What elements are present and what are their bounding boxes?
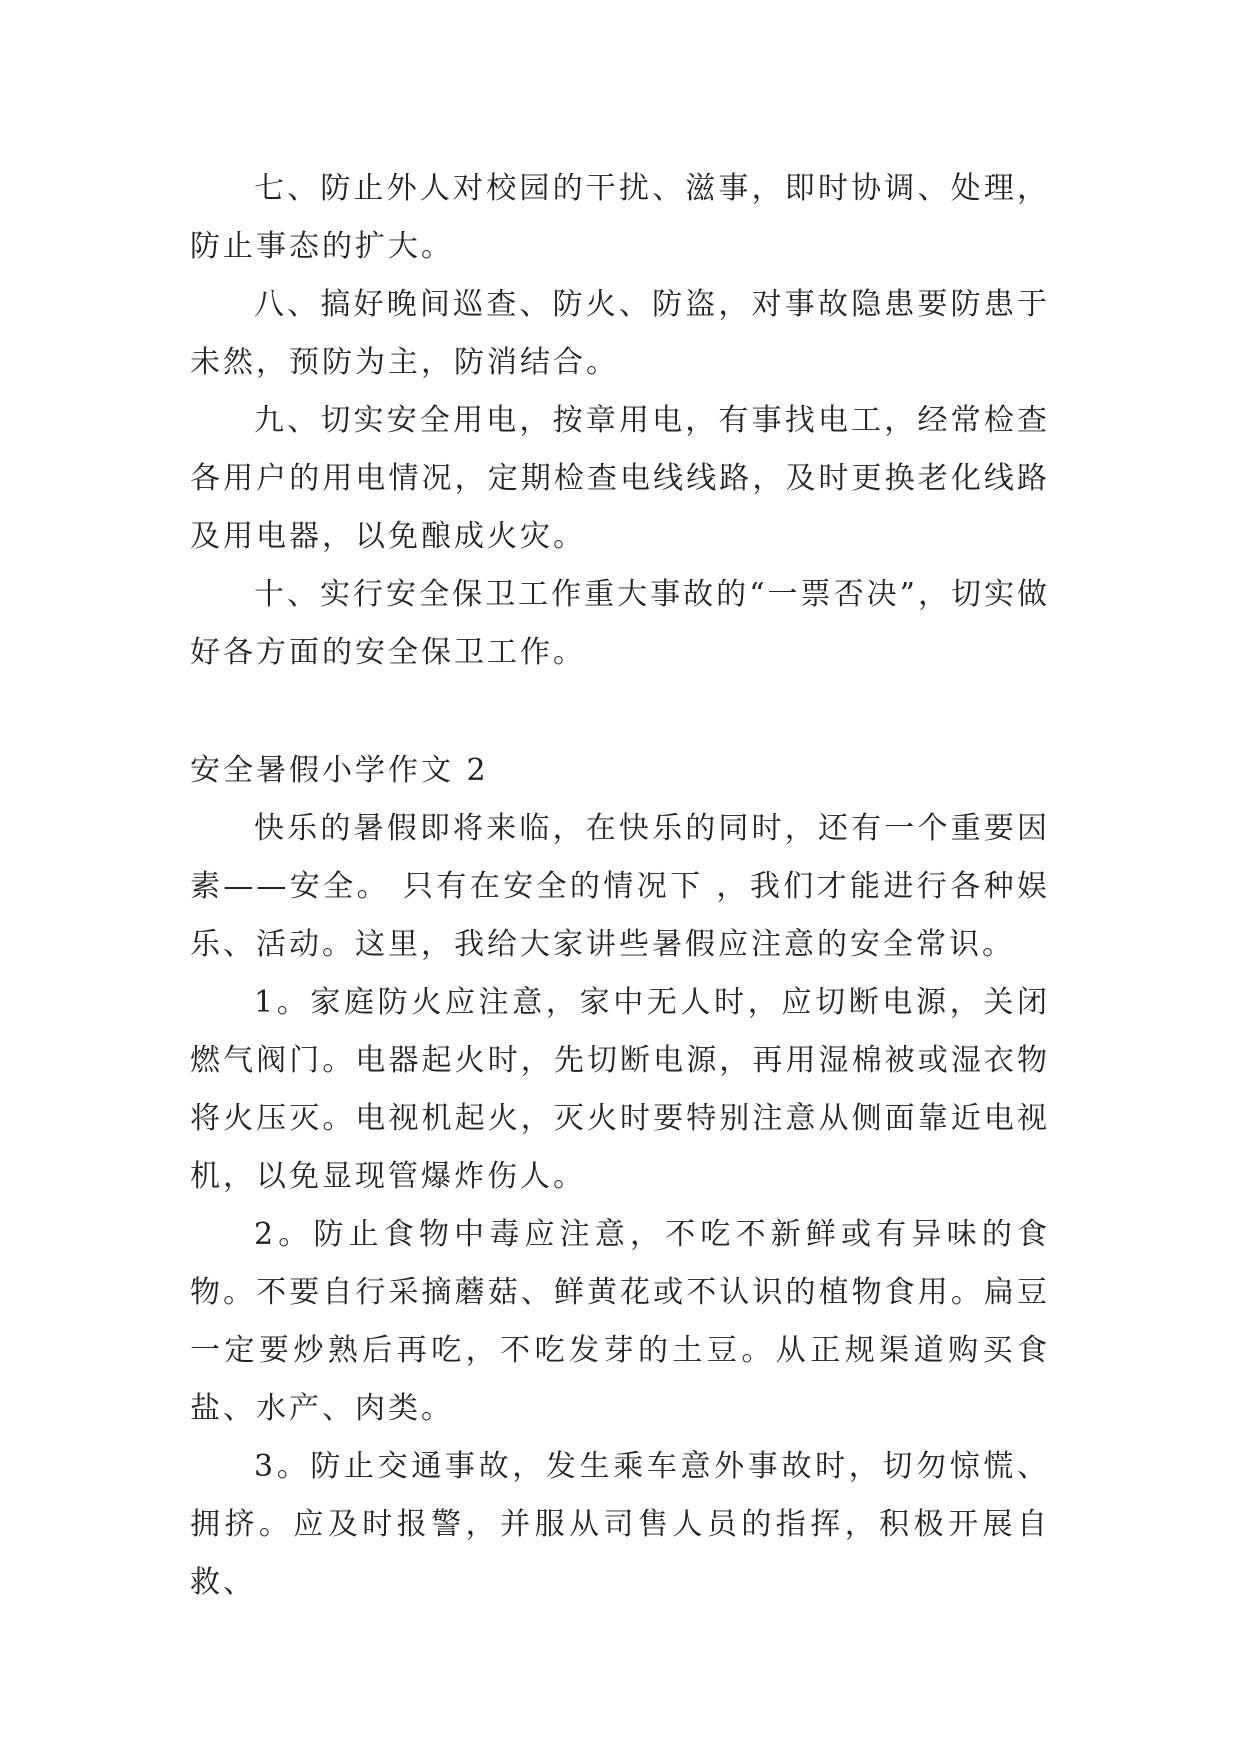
paragraph: 十、实行安全保卫工作重大事故的“一票否决”，切实做好各方面的安全保卫工作。	[190, 577, 1050, 670]
document-body	[190, 160, 1050, 1612]
paragraph: 2。防止食物中毒应注意，不吃不新鲜或有异味的食物。不要自行采摘蘑菇、鲜黄花或不认识的植物食用。扁豆一定要炒熟后再吃，不吃发芽的土豆。从正规渠道购买食盐、水产、肉类。	[190, 1217, 1050, 1426]
paragraph: 1。家庭防火应注意，家中无人时，应切断电源，关闭燃气阀门。电器起火时，先切断电源，再用湿棉被或湿衣物将火压灭。电视机起火，灭火时要特别注意从侧面靠近电视机，以免显现管爆炸伤人。	[190, 985, 1050, 1194]
paragraph: 八、搞好晚间巡查、防火、防盗，对事故隐患要防患于未然，预防为主，防消结合。	[190, 287, 1050, 380]
paragraph: 3。防止交通事故，发生乘车意外事故时，切勿惊慌、拥挤。应及时报警，并服从司售人员的指挥，积极开展自救、	[190, 1449, 1050, 1600]
section-title: 安全暑假小学作文 2	[190, 753, 489, 788]
paragraph: 快乐的暑假即将来临，在快乐的同时，还有一个重要因素——安全。 只有在安全的情况下 ，我们才能进行各种娱乐、活动。这里，我给大家讲些暑假应注意的安全常识。	[190, 811, 1050, 962]
paragraph: 七、防止外人对校园的干扰、滋事，即时协调、处理，防止事态的扩大。	[190, 171, 1050, 264]
paragraph: 九、切实安全用电，按章用电，有事找电工，经常检查各用户的用电情况，定期检查电线线路，及时更换老化线路及用电器，以免酿成火灾。	[190, 403, 1050, 554]
